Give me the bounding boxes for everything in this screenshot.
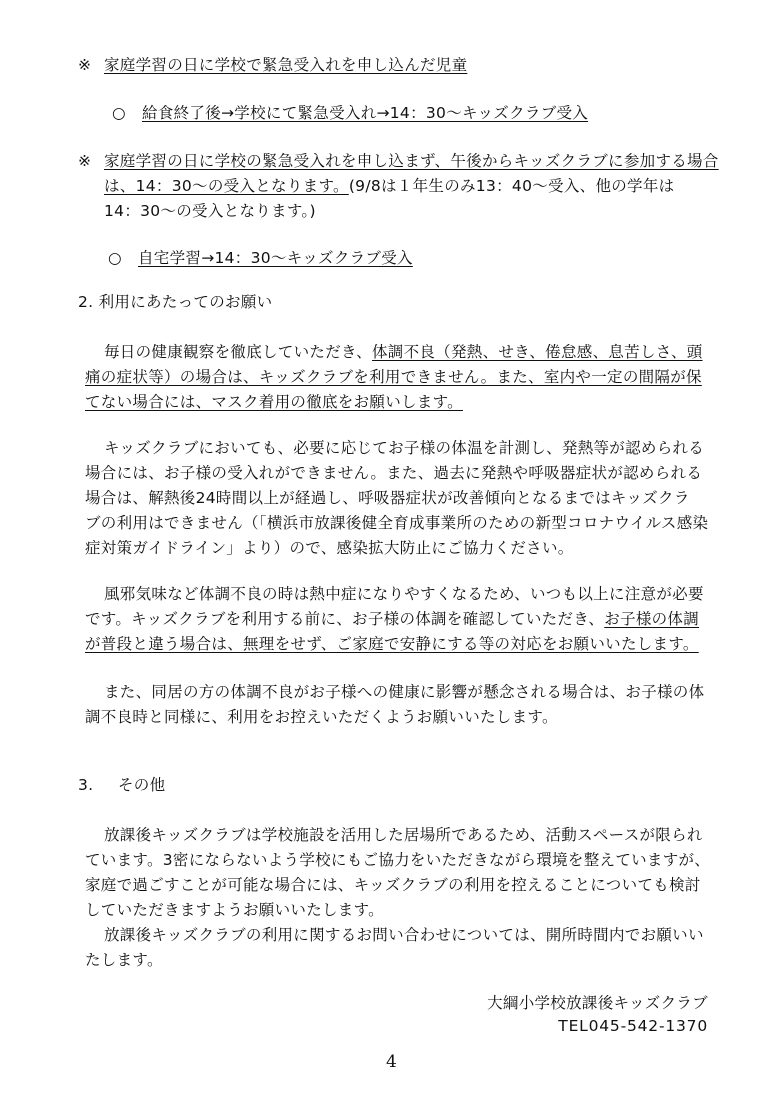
note-2-line-3: 14：30～の受入となります。) — [104, 202, 316, 220]
section-3-title: その他 — [118, 776, 166, 794]
footer-tel: TEL045-542-1370 — [558, 1017, 708, 1035]
bullet-circle: ○ — [108, 249, 122, 267]
s3-p2-line-1: 放課後キッズクラブの利用に関するお問い合わせについては、開所時間内でお願いい — [104, 926, 704, 944]
s2-p1-line-1 — [104, 340, 703, 364]
page-number: 4 — [386, 1052, 397, 1072]
note-1 — [78, 53, 467, 77]
note-2-rest: (9/8は１年生のみ13：40～受入、他の学年は — [348, 177, 675, 195]
s2-p4-line-2: 調不良時と同様に、利用をお控えいただくようお願いいたします。 — [85, 708, 558, 726]
s2-p3-underlined: お子様の体調 — [604, 610, 700, 628]
note-2-underlined: は、14：30～の受入となります。 — [104, 177, 349, 195]
note-1-title: 家庭学習の日に学校で緊急受入れを申し込んだ児童 — [104, 56, 468, 74]
section-3-number: 3. — [78, 776, 94, 794]
s2-p4-line-1: また、同居の方の体調不良がお子様への健康に影響が懸念される場合は、お子様の体 — [104, 683, 705, 701]
section-3-heading — [78, 773, 165, 797]
note-mark: ※ — [78, 56, 92, 74]
note-2-line-2 — [104, 174, 674, 198]
s3-p1-line-3: 家庭で過ごすことが可能な場合には、キッズクラブの利用を控えることについても検討 — [85, 876, 701, 894]
note-2-item-text: 自宅学習→14：30～キッズクラブ受入 — [138, 249, 413, 267]
note-2-text: 家庭学習の日に学校の緊急受入れを申し込まず、午後からキッズクラブに参加する場合 — [104, 152, 719, 170]
s3-p1-line-1: 放課後キッズクラブは学校施設を活用した居場所であるため、活動スペースが限られ — [104, 826, 703, 844]
s2-p3-text: です。キッズクラブを利用する前に、お子様の体調を確認していただき、 — [85, 610, 605, 628]
bullet-circle: ○ — [112, 104, 126, 122]
s2-p2-line-3: 場合は、解熱後24時間以上が経過し、呼吸器症状が改善傾向となるまではキッズクラ — [85, 489, 690, 507]
s2-p1-line-2: 痛の症状等）の場合は、キッズクラブを利用できません。また、室内や一定の間隔が保 — [85, 368, 702, 386]
note-2-item — [108, 246, 413, 270]
note-1-item-text: 給食終了後→学校にて緊急受入れ→14：30～キッズクラブ受入 — [142, 104, 589, 122]
s2-p1-text: 毎日の健康観察を徹底していただき、 — [104, 343, 372, 361]
footer-org: 大綱小学校放課後キッズクラブ — [487, 994, 708, 1012]
section-2-heading: 2. 利用にあたってのお願い — [78, 293, 273, 311]
s2-p1-underlined: 体調不良（発熱、せき、倦怠感、息苦しさ、頭 — [371, 343, 703, 361]
s2-p2-line-5: 症対策ガイドライン」より）ので、感染拡大防止にご協力ください。 — [85, 539, 574, 557]
s2-p3-line-2 — [85, 607, 699, 631]
s2-p2-line-4: ブの利用はできません（「横浜市放課後健全育成事業所のための新型コロナウイルス感染 — [85, 514, 709, 532]
note-mark: ※ — [78, 152, 92, 170]
note-2-line-1 — [78, 149, 719, 173]
s3-p1-line-2: ています。3密にならないよう学校にもご協力をいただきながら環境を整えていますが、 — [85, 851, 711, 869]
s2-p3-line-3: が普段と違う場合は、無理をせず、ご家庭で安静にする等の対応をお願いいたします。 — [85, 635, 699, 653]
s3-p1-line-4: していただきますようお願いいたします。 — [85, 901, 384, 919]
s3-p2-line-2: たします。 — [85, 951, 163, 969]
note-1-item — [112, 101, 588, 125]
s2-p2-line-1: キッズクラブにおいても、必要に応じてお子様の体温を計測し、発熱等が認められる — [104, 439, 705, 457]
s2-p3-line-1: 風邪気味など体調不良の時は熱中症になりやすくなるため、いつも以上に注意が必要 — [104, 585, 704, 603]
s2-p2-line-2: 場合には、お子様の受入れができません。また、過去に発熱や呼吸器症状が認められる — [85, 464, 703, 482]
s2-p1-line-3: てない場合には、マスク着用の徹底をお願いします。 — [85, 393, 463, 411]
